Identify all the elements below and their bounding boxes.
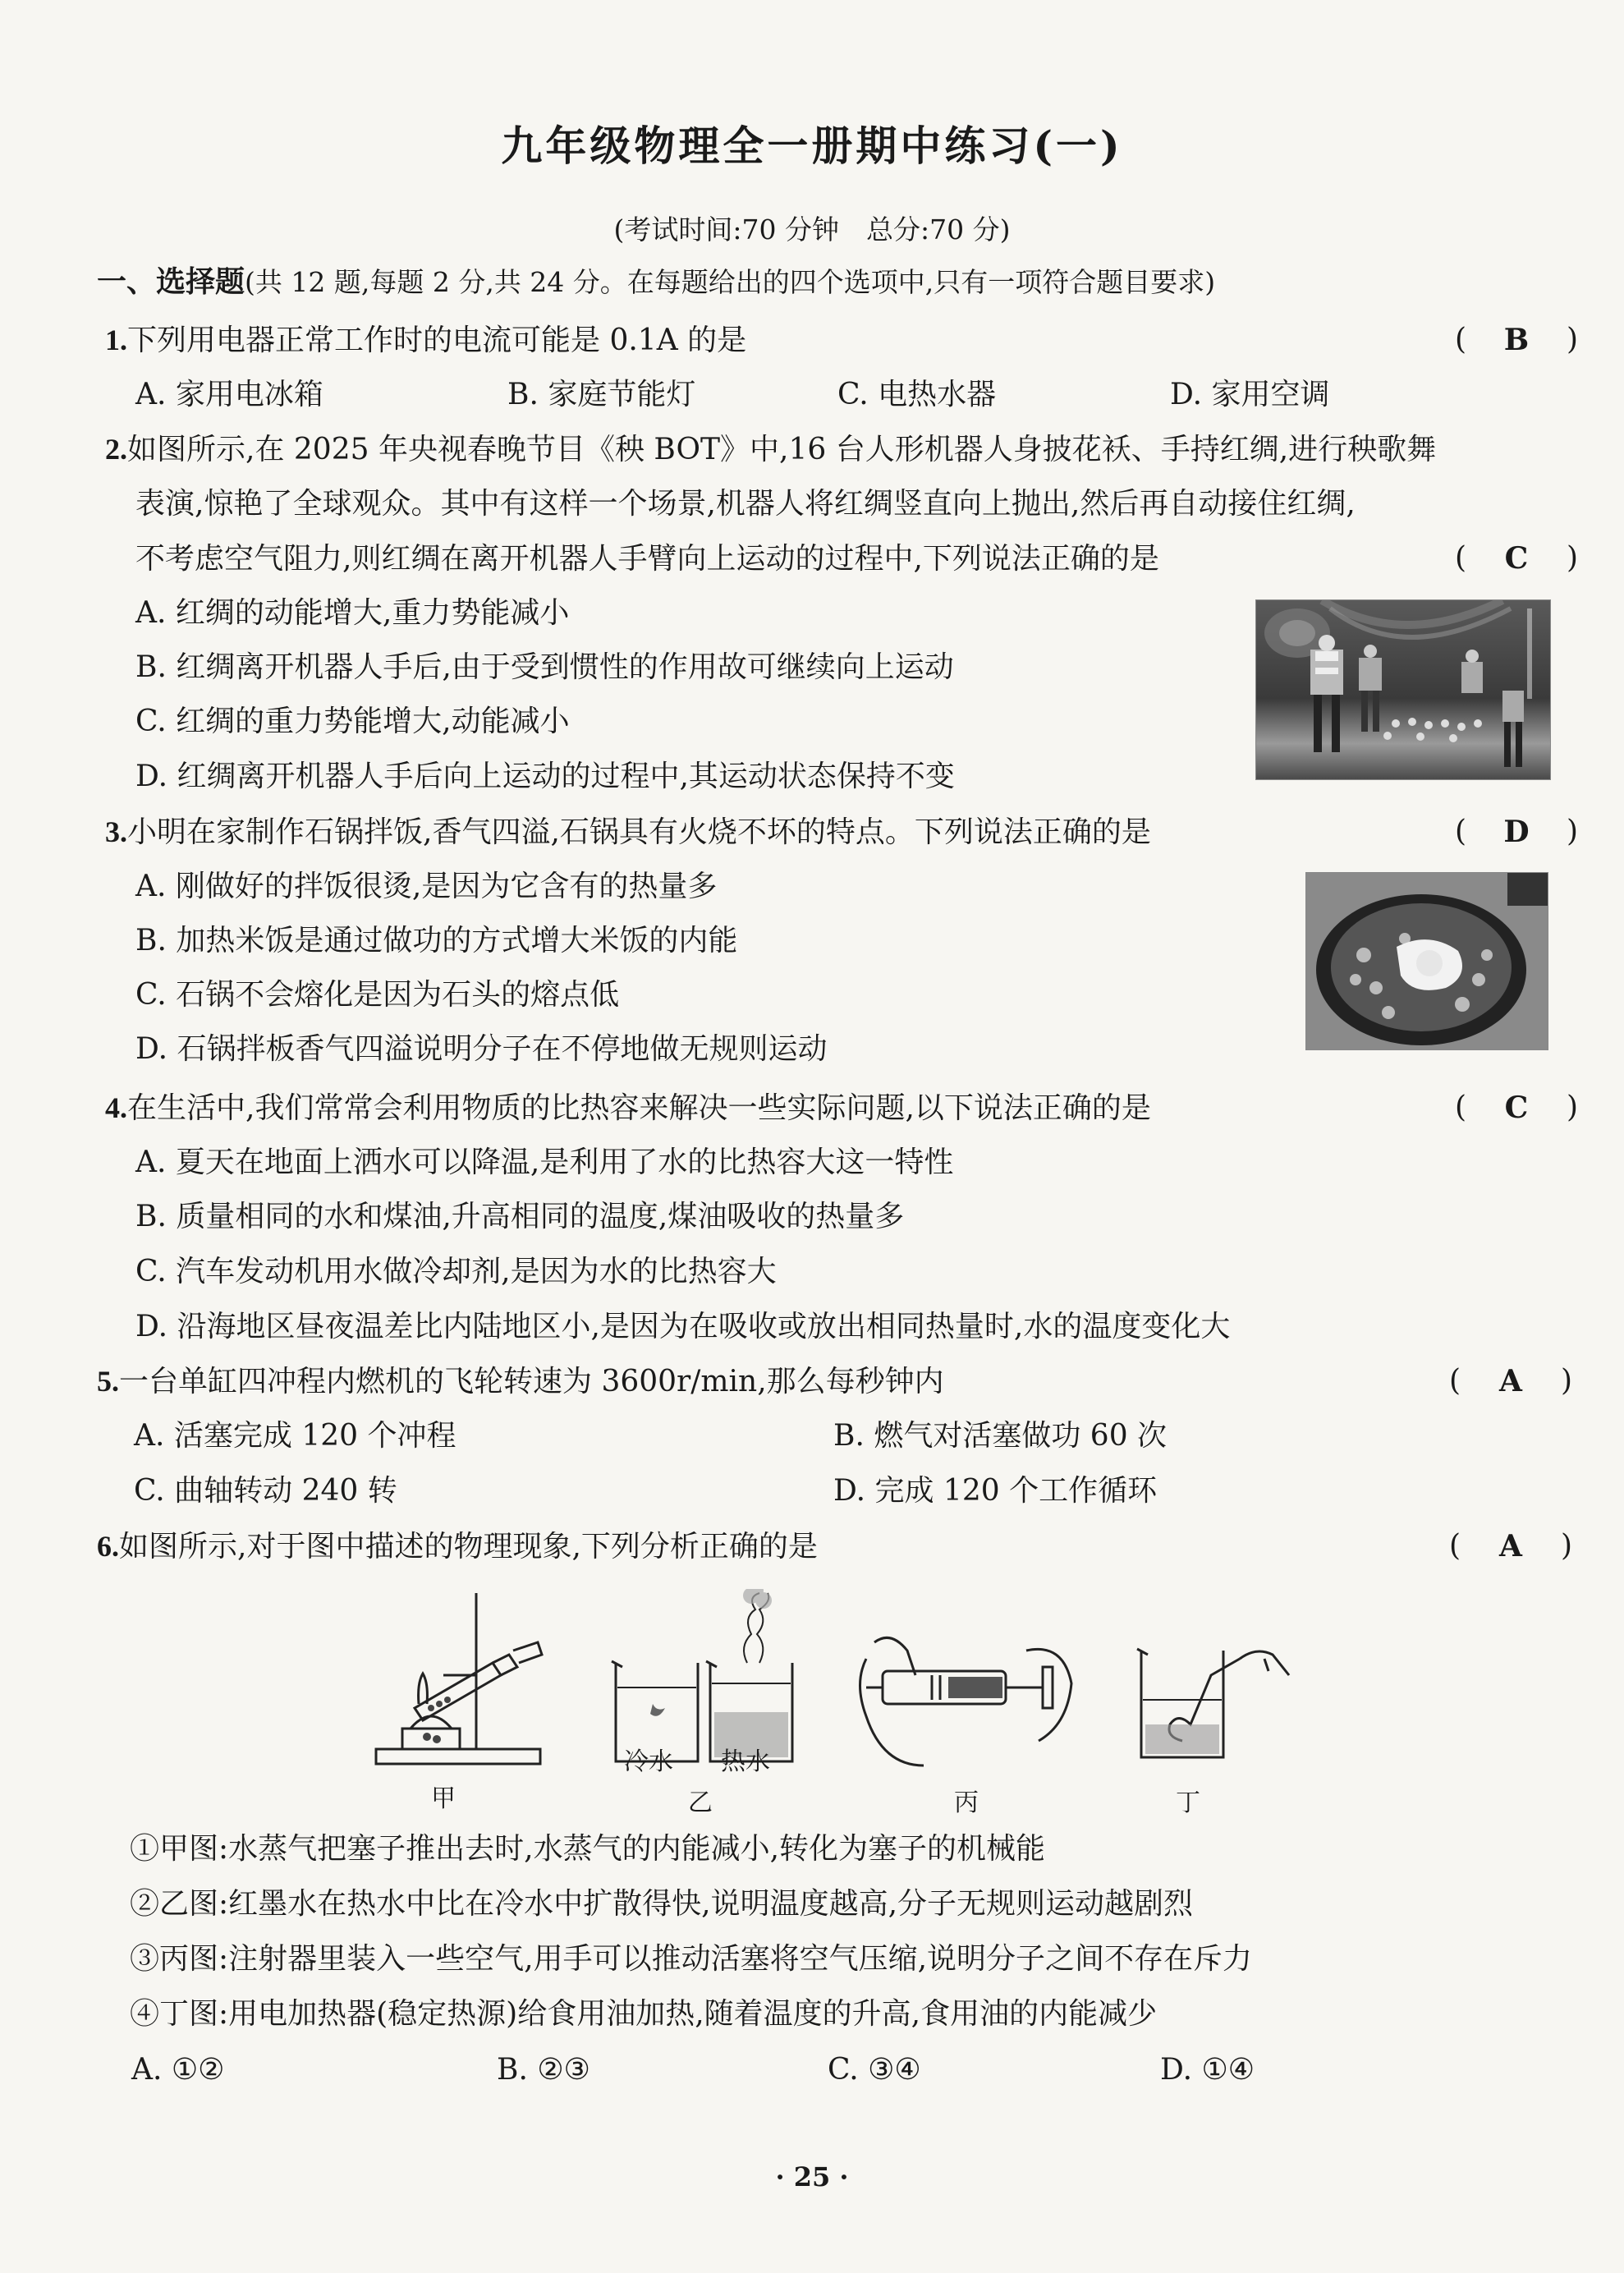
- q6-option-a: A. ①②: [131, 2053, 225, 2087]
- robot-dance-photo: [1255, 599, 1551, 780]
- question-5-answer: ( A ): [1449, 1364, 1572, 1398]
- question-text: 小明在家制作石锅拌饭,香气四溢,石锅具有火烧不坏的特点。下列说法正确的是: [127, 815, 1151, 849]
- bibimbap-image: [1306, 873, 1548, 1049]
- figure-label-jia: 甲: [431, 1784, 456, 1813]
- q2-option-c: C. 红绸的重力势能增大,动能减小: [135, 705, 570, 738]
- question-number: 4.: [105, 1091, 127, 1124]
- q1-option-a: A. 家用电冰箱: [135, 378, 323, 411]
- section-header: [97, 264, 1215, 300]
- question-6-stem: [97, 1529, 818, 1564]
- q4-option-a: A. 夏天在地面上洒水可以降温,是利用了水的比热容大这一特性: [135, 1146, 954, 1179]
- q6-statement-4: ④丁图:用电加热器(稳定热源)给食用油加热,随着温度的升高,食用油的内能减少: [130, 1997, 1158, 2031]
- question-number: 5.: [97, 1365, 119, 1398]
- q3-option-d: D. 石锅拌板香气四溢说明分子在不停地做无规则运动: [135, 1032, 828, 1066]
- figure-yi-beakers: [608, 1589, 805, 1766]
- q6-option-c: C. ③④: [828, 2053, 921, 2087]
- question-text: 在生活中,我们常常会利用物质的比热容来解决一些实际问题,以下说法正确的是: [127, 1091, 1151, 1125]
- question-number: 1.: [105, 324, 127, 356]
- q5-option-d: D. 完成 120 个工作循环: [833, 1474, 1158, 1508]
- answer-letter: A: [1499, 1364, 1522, 1398]
- q1-option-c: C. 电热水器: [837, 378, 997, 411]
- q4-option-c: C. 汽车发动机用水做冷却剂,是因为水的比热容大: [135, 1255, 777, 1288]
- question-6-answer: ( A ): [1449, 1529, 1572, 1564]
- answer-letter: C: [1504, 541, 1529, 576]
- answer-letter: C: [1504, 1091, 1529, 1125]
- robot-dance-image: [1256, 600, 1550, 779]
- page-title: 九年级物理全一册期中练习(一): [501, 122, 1123, 170]
- question-number: 6.: [97, 1530, 119, 1563]
- question-number: 2.: [105, 433, 127, 466]
- question-3-answer: ( D ): [1455, 815, 1578, 849]
- question-1-answer: ( B ): [1455, 323, 1578, 357]
- figure-jia-steam-test-tube: [369, 1585, 558, 1774]
- section-label: 一、选择题: [97, 265, 245, 299]
- q4-option-d: D. 沿海地区昼夜温差比内陆地区小,是因为在吸收或放出相同热量时,水的温度变化大: [135, 1310, 1231, 1343]
- question-2-stem-line2: 表演,惊艳了全球观众。其中有这样一个场景,机器人将红绸竖直向上抛出,然后再自动接住红绸,: [135, 487, 1356, 521]
- question-1-stem: [105, 323, 746, 358]
- exam-info: (考试时间:70 分钟 总分:70 分): [613, 214, 1011, 246]
- q1-option-b: B. 家庭节能灯: [507, 378, 696, 411]
- q5-option-c: C. 曲轴转动 240 转: [134, 1474, 397, 1508]
- cold-water-label: 冷水: [624, 1747, 673, 1776]
- q6-statement-1: ①甲图:水蒸气把塞子推出去时,水蒸气的内能减小,转化为塞子的机械能: [130, 1832, 1046, 1866]
- question-2-stem-line3: 不考虑空气阻力,则红绸在离开机器人手臂向上运动的过程中,下列说法正确的是: [135, 542, 1159, 576]
- q6-option-b: B. ②③: [497, 2053, 590, 2087]
- figure-label-ding: 丁: [1176, 1789, 1200, 1817]
- q6-statement-3: ③丙图:注射器里装入一些空气,用手可以推动活塞将空气压缩,说明分子之间不存在斥力: [130, 1942, 1253, 1976]
- q1-option-d: D. 家用空调: [1170, 378, 1330, 411]
- section-description: (共 12 题,每题 2 分,共 24 分。在每题给出的四个选项中,只有一项符合题目要求): [245, 266, 1216, 298]
- page-number: · 25 ·: [775, 2161, 849, 2193]
- question-3-stem: [105, 815, 1151, 850]
- hot-water-label: 热水: [721, 1747, 770, 1776]
- q6-statement-2: ②乙图:红墨水在热水中比在冷水中扩散得快,说明温度越高,分子无规则运动越剧烈: [130, 1887, 1194, 1921]
- figure-label-yi: 乙: [688, 1789, 713, 1817]
- question-4-stem: [105, 1091, 1151, 1126]
- q3-option-a: A. 刚做好的拌饭很烫,是因为它含有的热量多: [135, 870, 718, 903]
- q2-option-d: D. 红绸离开机器人手后向上运动的过程中,其运动状态保持不变: [135, 760, 955, 793]
- question-2-stem-line1: [105, 432, 1436, 467]
- q5-option-b: B. 燃气对活塞做功 60 次: [833, 1419, 1168, 1453]
- question-text: 下列用电器正常工作时的电流可能是 0.1A 的是: [127, 324, 747, 357]
- figure-bing-syringe: [850, 1626, 1076, 1770]
- q3-option-b: B. 加热米饭是通过做功的方式增大米饭的内能: [135, 924, 738, 957]
- figure-label-bing: 丙: [954, 1789, 979, 1817]
- q2-option-a: A. 红绸的动能增大,重力势能减小: [135, 596, 570, 630]
- question-text: 一台单缸四冲程内燃机的飞轮转速为 3600r/min,那么每秒钟内: [119, 1365, 944, 1398]
- answer-letter: D: [1503, 815, 1530, 849]
- question-number: 3.: [105, 815, 127, 848]
- stone-pot-bibimbap-photo: [1305, 872, 1548, 1050]
- figure-ding-oil-heater: [1133, 1642, 1297, 1766]
- question-2-answer: ( C ): [1455, 541, 1578, 576]
- q2-option-b: B. 红绸离开机器人手后,由于受到惯性的作用故可继续向上运动: [135, 650, 954, 684]
- question-text: 如图所示,对于图中描述的物理现象,下列分析正确的是: [119, 1530, 818, 1564]
- question-text: 如图所示,在 2025 年央视春晚节目《秧 BOT》中,16 台人形机器人身披花袄、手持红绸,进行秧歌舞: [127, 433, 1437, 466]
- q4-option-b: B. 质量相同的水和煤油,升高相同的温度,煤油吸收的热量多: [135, 1200, 905, 1233]
- question-4-answer: ( C ): [1455, 1091, 1578, 1125]
- q5-option-a: A. 活塞完成 120 个冲程: [134, 1419, 456, 1453]
- answer-letter: B: [1503, 323, 1530, 357]
- q3-option-c: C. 石锅不会熔化是因为石头的熔点低: [135, 978, 620, 1012]
- q6-option-d: D. ①④: [1160, 2053, 1255, 2087]
- answer-letter: A: [1499, 1529, 1522, 1564]
- question-5-stem: [97, 1364, 944, 1399]
